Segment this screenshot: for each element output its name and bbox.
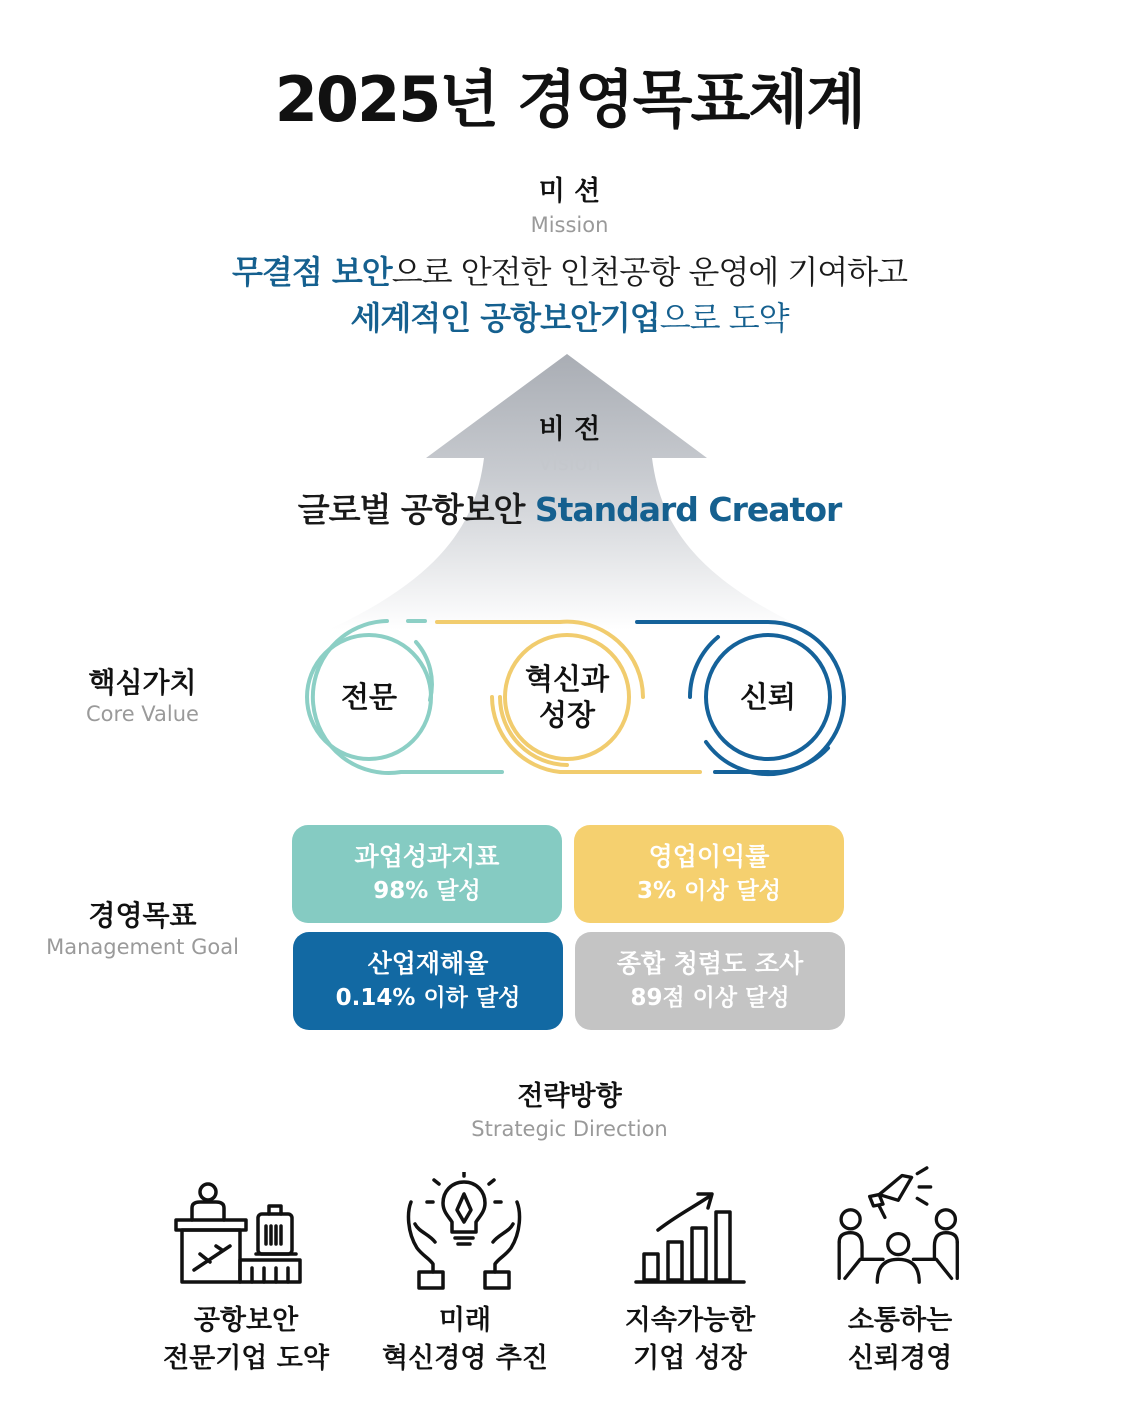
strategy-4-line1: 소통하는: [847, 1305, 953, 1336]
goal-box-safety: [293, 932, 563, 1030]
strategy-label-3: [575, 1302, 805, 1378]
strategy-3-line1: 지속가능한: [624, 1305, 756, 1336]
goal-1-title: 과업성과지표: [354, 842, 500, 871]
strategy-label-4: [785, 1302, 1015, 1378]
vision-subtitle: Vision: [538, 451, 601, 475]
strategy-label-1: [131, 1302, 361, 1378]
goal-2-target: 3% 이상 달성: [637, 878, 781, 904]
vision-statement-ko: 글로벌 공항보안: [297, 490, 535, 529]
strategy-2-line2: 혁신경영 추진: [382, 1343, 548, 1374]
goal-1-target: 98% 달성: [373, 878, 481, 904]
core-value-label-2: 혁신과 성장: [524, 662, 610, 732]
goal-box-integrity: [575, 932, 845, 1030]
core-value-label-3: 신뢰: [739, 680, 797, 714]
goal-box-performance: [292, 825, 562, 923]
page-title: 2025년 경영목표체계: [274, 63, 865, 136]
mission-title: 미 션: [538, 176, 601, 207]
vision-statement-en: Standard Creator: [534, 490, 842, 529]
management-goal-title: 경영목표: [88, 899, 197, 932]
vision-title: 비 전: [538, 414, 601, 445]
goal-3-title: 산업재해율: [367, 949, 489, 978]
core-value-label-1: 전문: [340, 680, 398, 714]
strategy-1-line1: 공항보안: [193, 1305, 299, 1336]
innovation-hands-icon: [389, 1172, 539, 1292]
mission-highlight-1: 무결점 보안: [232, 253, 392, 291]
strategy-4-line2: 신뢰경영: [847, 1343, 953, 1374]
core-value-title: 핵심가치: [88, 666, 197, 699]
mission-subtitle: Mission: [530, 213, 609, 237]
mission-text-2: 으로 도약: [659, 299, 789, 337]
communication-icon: [828, 1166, 978, 1286]
goal-2-title: 영업이익률: [648, 842, 770, 871]
goal-4-title: 종합 청렴도 조사: [616, 949, 804, 978]
security-counter-icon: [166, 1172, 316, 1292]
strategy-2-line1: 미래: [438, 1305, 492, 1336]
strategy-3-line2: 기업 성장: [633, 1343, 747, 1374]
mission-highlight-2: 세계적인 공항보안기업: [350, 299, 660, 337]
growth-chart-icon: [616, 1172, 766, 1292]
strategy-title: 전략방향: [517, 1081, 622, 1112]
goal-box-profit: [574, 825, 844, 923]
goal-3-target: 0.14% 이하 달성: [335, 985, 521, 1011]
strategy-subtitle: Strategic Direction: [471, 1117, 668, 1141]
strategy-label-2: [350, 1302, 580, 1378]
goal-4-target: 89점 이상 달성: [630, 985, 790, 1011]
strategy-1-line2: 전문기업 도약: [163, 1343, 329, 1374]
core-value-subtitle: Core Value: [86, 702, 199, 726]
mission-text-1: 으로 안전한 인천공항 운영에 기여하고: [391, 253, 907, 291]
management-goal-subtitle: Management Goal: [46, 935, 239, 959]
